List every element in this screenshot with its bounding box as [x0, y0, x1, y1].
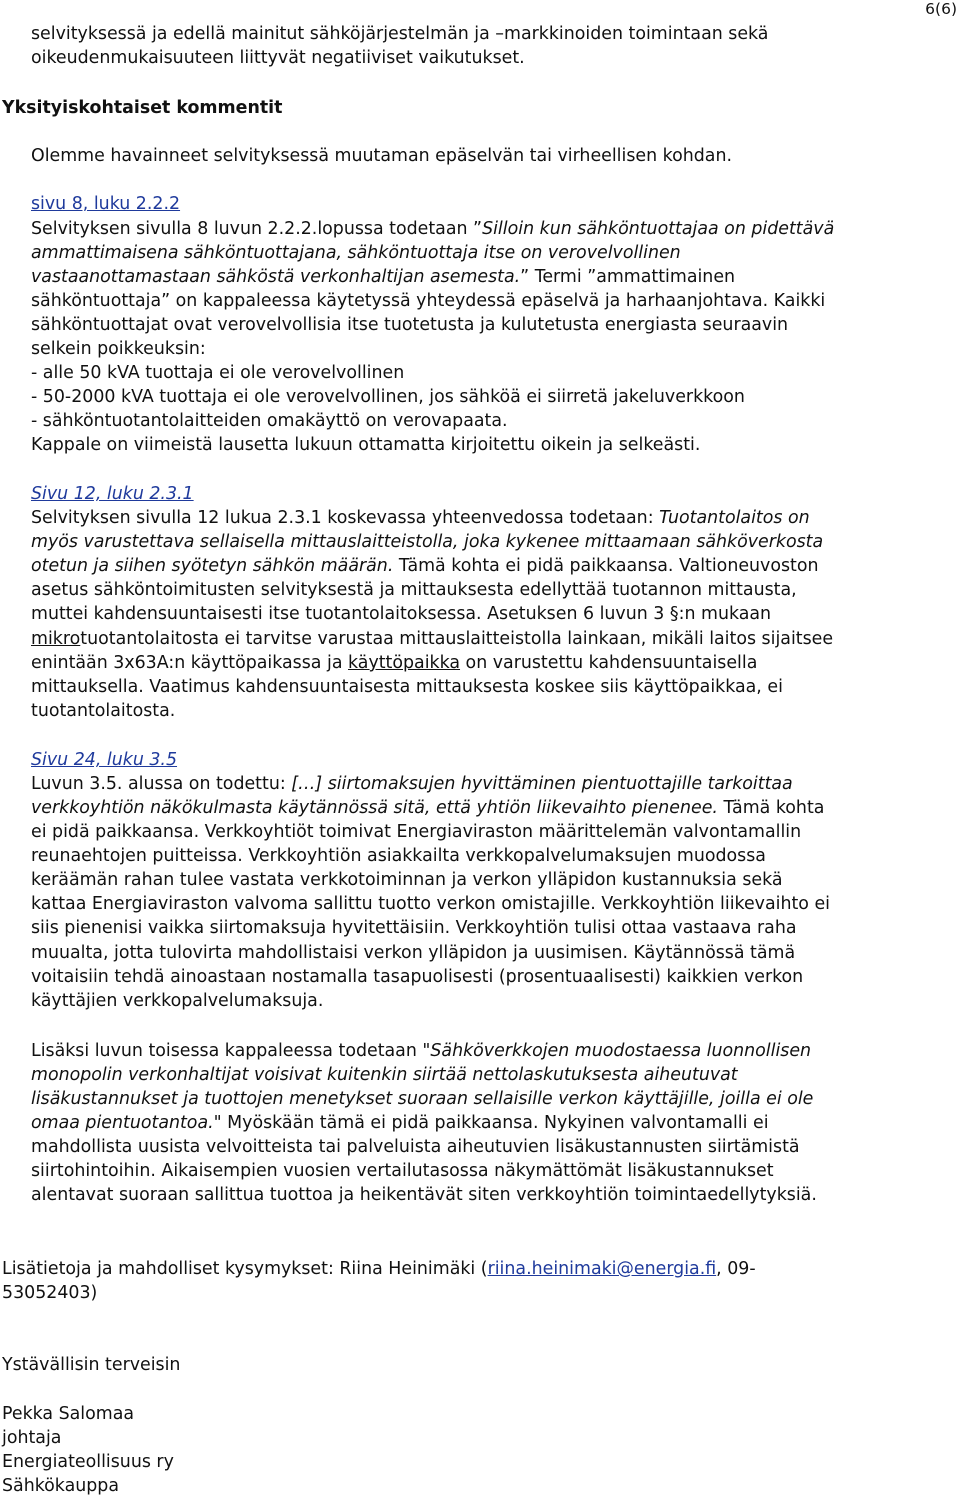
section-heading: Yksityiskohtaiset kommentit	[2, 98, 283, 118]
s2-line-2: myös varustettava sellaisella mittauslaitteistolla, joka kykenee mittaamaan sähköverkosta	[31, 532, 824, 552]
s3-line-2: verkkoyhtiön näkökulmasta käytännössä sitä, että yhtiön liikevaihto pienenee. Tämä kohta	[31, 798, 825, 818]
s2-line-3: otetun ja siihen syötetyn sähkön määrän. Tämä kohta ei pidä paikkaansa. Valtioneuvoston	[31, 556, 819, 576]
section-title-sivu-8: sivu 8, luku 2.2.2	[31, 194, 181, 214]
signature-role: johtaja	[2, 1428, 62, 1448]
s2-line-6: mikrotuotantolaitosta ei tarvitse varustaa mittauslaitteistolla lainkaan, mikäli laitos sijaitsee	[31, 629, 834, 649]
s4-line-7: alentavat suoraan sallittua tuottoa ja heikentävät siten verkkoyhtiön toimintaedellytyksiä.	[31, 1185, 817, 1205]
s1-line-2: ammattimaisena sähköntuottajana, sähköntuottaja itse on verovelvollinen	[31, 243, 681, 263]
lead-paragraph: Olemme havainneet selvityksessä muutaman epäselvän tai virheellisen kohdan.	[31, 146, 733, 166]
contact-line-2: 53052403)	[2, 1283, 98, 1303]
s4-line-1: Lisäksi luvun toisessa kappaleessa todetaan "Sähköverkkojen muodostaessa luonnollisen	[31, 1041, 812, 1061]
s4-line-2: monopolin verkonhaltijat voisivat kuitenkin siirtää nettolaskutuksesta aiheutuvat	[31, 1065, 738, 1085]
s2-line-8: mittauksella. Vaatimus kahdensuuntaisesta mittauksesta koskee siis käyttöpaikkaa, ei	[31, 677, 783, 697]
section-title-sivu-24: Sivu 24, luku 3.5	[31, 750, 178, 770]
s3-line-7: siis pienenisi vaikka siirtomaksuja hyvitettäisiin. Verkkoyhtiön tulisi ottaa vastaava raha	[31, 918, 797, 938]
s1-line-5: sähköntuottajat ovat verovelvollisia itse tuotetusta ja kulutetusta energiasta seuraavin	[31, 315, 789, 335]
s3-line-10: käyttäjien verkkopalvelumaksuja.	[31, 991, 324, 1011]
s1-bullet-1: - alle 50 kVA tuottaja ei ole verovelvollinen	[31, 363, 405, 383]
s4-line-4: omaa pientuotantoa." Myöskään tämä ei pidä paikkaansa. Nykyinen valvontamalli ei	[31, 1113, 769, 1133]
s1-line-3: vastaanottamastaan sähköstä verkonhaltijan asemesta.” Termi ”ammattimainen	[31, 267, 736, 287]
s1-line-4: sähköntuottaja” on kappaleessa käytetyssä yhteydessä epäselvä ja harhaanjohtava. Kaikki	[31, 291, 826, 311]
s3-line-1: Luvun 3.5. alussa on todettu: […] siirtomaksujen hyvittäminen pientuottajille tarkoittaa	[31, 774, 793, 794]
s3-line-3: ei pidä paikkaansa. Verkkoyhtiöt toimivat Energiaviraston määrittelemän valvontamallin	[31, 822, 802, 842]
s3-line-5: keräämän rahan tulee vastata verkkotoiminnan ja verkon ylläpidon kustannuksia sekä	[31, 870, 783, 890]
s3-line-4: reunaehtojen puitteissa. Verkkoyhtiön asiakkailta verkkopalvelumaksujen muodossa	[31, 846, 766, 866]
s4-line-5: mahdollista uusista velvoitteista tai palveluista aiheutuvien lisäkustannusten siirtämistä	[31, 1137, 800, 1157]
signature-org: Energiateollisuus ry	[2, 1452, 174, 1472]
email-link[interactable]: riina.heinimaki@energia.fi	[487, 1259, 717, 1279]
s2-line-9: tuotantolaitosta.	[31, 701, 176, 721]
s1-bullet-3: - sähköntuotantolaitteiden omakäyttö on verovapaata.	[31, 411, 508, 431]
closing-greeting: Ystävällisin terveisin	[2, 1355, 181, 1375]
signature-unit: Sähkökauppa	[2, 1476, 119, 1496]
s1-line-7: Kappale on viimeistä lausetta lukuun ottamatta kirjoitettu oikein ja selkeästi.	[31, 435, 701, 455]
s2-line-1: Selvityksen sivulla 12 lukua 2.3.1 koskevassa yhteenvedossa todetaan: Tuotantolaitos on	[31, 508, 810, 528]
s3-line-9: voitaisiin tehdä ainoastaan nostamalla tasapuolisesti (prosentuaalisesti) kaikkien verkon	[31, 967, 804, 987]
s1-bullet-2: - 50-2000 kVA tuottaja ei ole verovelvollinen, jos sähköä ei siirretä jakeluverkkoon	[31, 387, 745, 407]
s1-line-1: Selvityksen sivulla 8 luvun 2.2.2.lopussa todetaan ”Silloin kun sähköntuottajaa on pidettävä	[31, 219, 835, 239]
s4-line-3: lisäkustannukset ja tuottojen menetykset suoraan sellaisille verkon käyttäjille, joilla ei ole	[31, 1089, 814, 1109]
intro-line-1: selvityksessä ja edellä mainitut sähköjärjestelmän ja –markkinoiden toimintaan sekä	[31, 24, 769, 44]
s3-line-8: muualta, jotta tulovirta mahdollistaisi verkon ylläpidon ja uusimisen. Käytännössä tämä	[31, 943, 796, 963]
intro-line-2: oikeudenmukaisuuteen liittyvät negatiiviset vaikutukset.	[31, 48, 525, 68]
signature-name: Pekka Salomaa	[2, 1404, 135, 1424]
s1-line-6: selkein poikkeuksin:	[31, 339, 206, 359]
s3-line-6: kattaa Energiaviraston valvoma sallittu tuotto verkon omistajille. Verkkoyhtiön liikevaihto ei	[31, 894, 830, 914]
s4-line-6: siirtohintoihin. Aikaisempien vuosien vertailutasossa näkymättömät lisäkustannukset	[31, 1161, 774, 1181]
s2-line-5: muttei kahdensuuntaisesti itse tuotantolaitoksessa. Asetuksen 6 luvun 3 §:n mukaan	[31, 604, 772, 624]
section-title-sivu-12: Sivu 12, luku 2.3.1	[31, 484, 194, 504]
s2-line-4: asetus sähköntoimitusten selvityksestä ja mittauksesta edellyttää tuotannon mittausta,	[31, 580, 797, 600]
page-number: 6(6)	[925, 0, 957, 18]
s2-line-7: enintään 3x63A:n käyttöpaikassa ja käyttöpaikka on varustettu kahdensuuntaisella	[31, 653, 758, 673]
contact-line-1: Lisätietoja ja mahdolliset kysymykset: Riina Heinimäki (riina.heinimaki@energia.fi, 09-	[2, 1259, 756, 1279]
